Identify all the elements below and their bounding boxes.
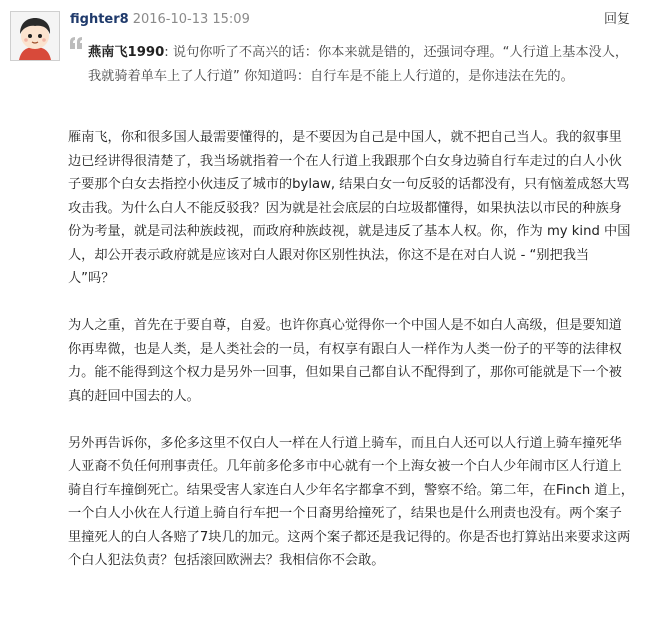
quote-text: : 说句你听了不高兴的话：你本来就是错的，还强词夺理。“人行道上基本没人，我就骑着单车上了人行道” 你知道吗：自行车是不能上人行道的，是你违法在先的。 <box>88 45 629 84</box>
reply-button[interactable]: 回复 <box>603 12 630 27</box>
user-avatar[interactable] <box>10 11 60 61</box>
comment-paragraph: 为人之重，首先在于要自尊，自爱。也许你真心觉得你一个中国人是不如白人高级，但是要知道你再卑微，也是人类，是人类社会的一员，有权享有跟白人一样作为人类一份子的平等的法律权力。能不能得到这个权力是另外一回事，但如果自己都自认不配得到了，那你可能就是下一个被真的赶回中国去的人。 <box>68 318 622 404</box>
comment-timestamp: 2016-10-13 15:09 <box>132 12 250 27</box>
quoted-comment <box>68 38 634 116</box>
cartoon-kid-avatar-icon <box>11 12 59 60</box>
username-link[interactable]: fighter8 <box>70 12 129 27</box>
comment-meta <box>70 11 250 29</box>
comment-paragraph: 另外再告诉你，多伦多这里不仅白人一样在人行道上骑车，而且白人还可以人行道上骑车撞死华人亚裔不负任何刑事责任。几年前多伦多市中心就有一个上海女被一个白人少年闹市区人行道上骑自行车撞倒死亡。结果受害人家连白人少年名字都拿不到，警察不给。第二年，在Finch 道上，一个白人小伙在人行道上骑自行车把一个日裔男给撞死了，结果也是什么刑责也没有。两个案子里撞死人的白人各赔了7块几的加元。这两个案子都还是我记得的。你是否也打算站出来要求这两个白人犯法负责？包括滚回欧洲去？我相信你不会敢。 <box>68 435 634 568</box>
quote-mark-icon <box>69 36 83 54</box>
comment-body <box>68 126 634 596</box>
quote-author: 燕南飞1990 <box>88 45 165 60</box>
comment-paragraph: 雁南飞，你和很多国人最需要懂得的，是不要因为自己是中国人，就不把自己当人。我的叙事里边已经讲得很清楚了，我当场就指着一个在人行道上我跟那个白女身边骑自行车走过的白人小伙子要那个白女去指控小伙违反了城市的bylaw, 结果白女一句反驳的话都没有，只有恼羞成怒大骂攻击我。为什么白人不能反驳我？因为就是社会底层的白垃圾都懂得，如果执法以市民的种族身份为考量，就是司法种族歧视，而政府种族歧视，就是违反了基本人权。你，作为 my kind 中国人，却公开表示政府就是应该对白人跟对你区别性执法，你这不是在对白人说 - “别把我当人”吗？ <box>68 130 631 286</box>
